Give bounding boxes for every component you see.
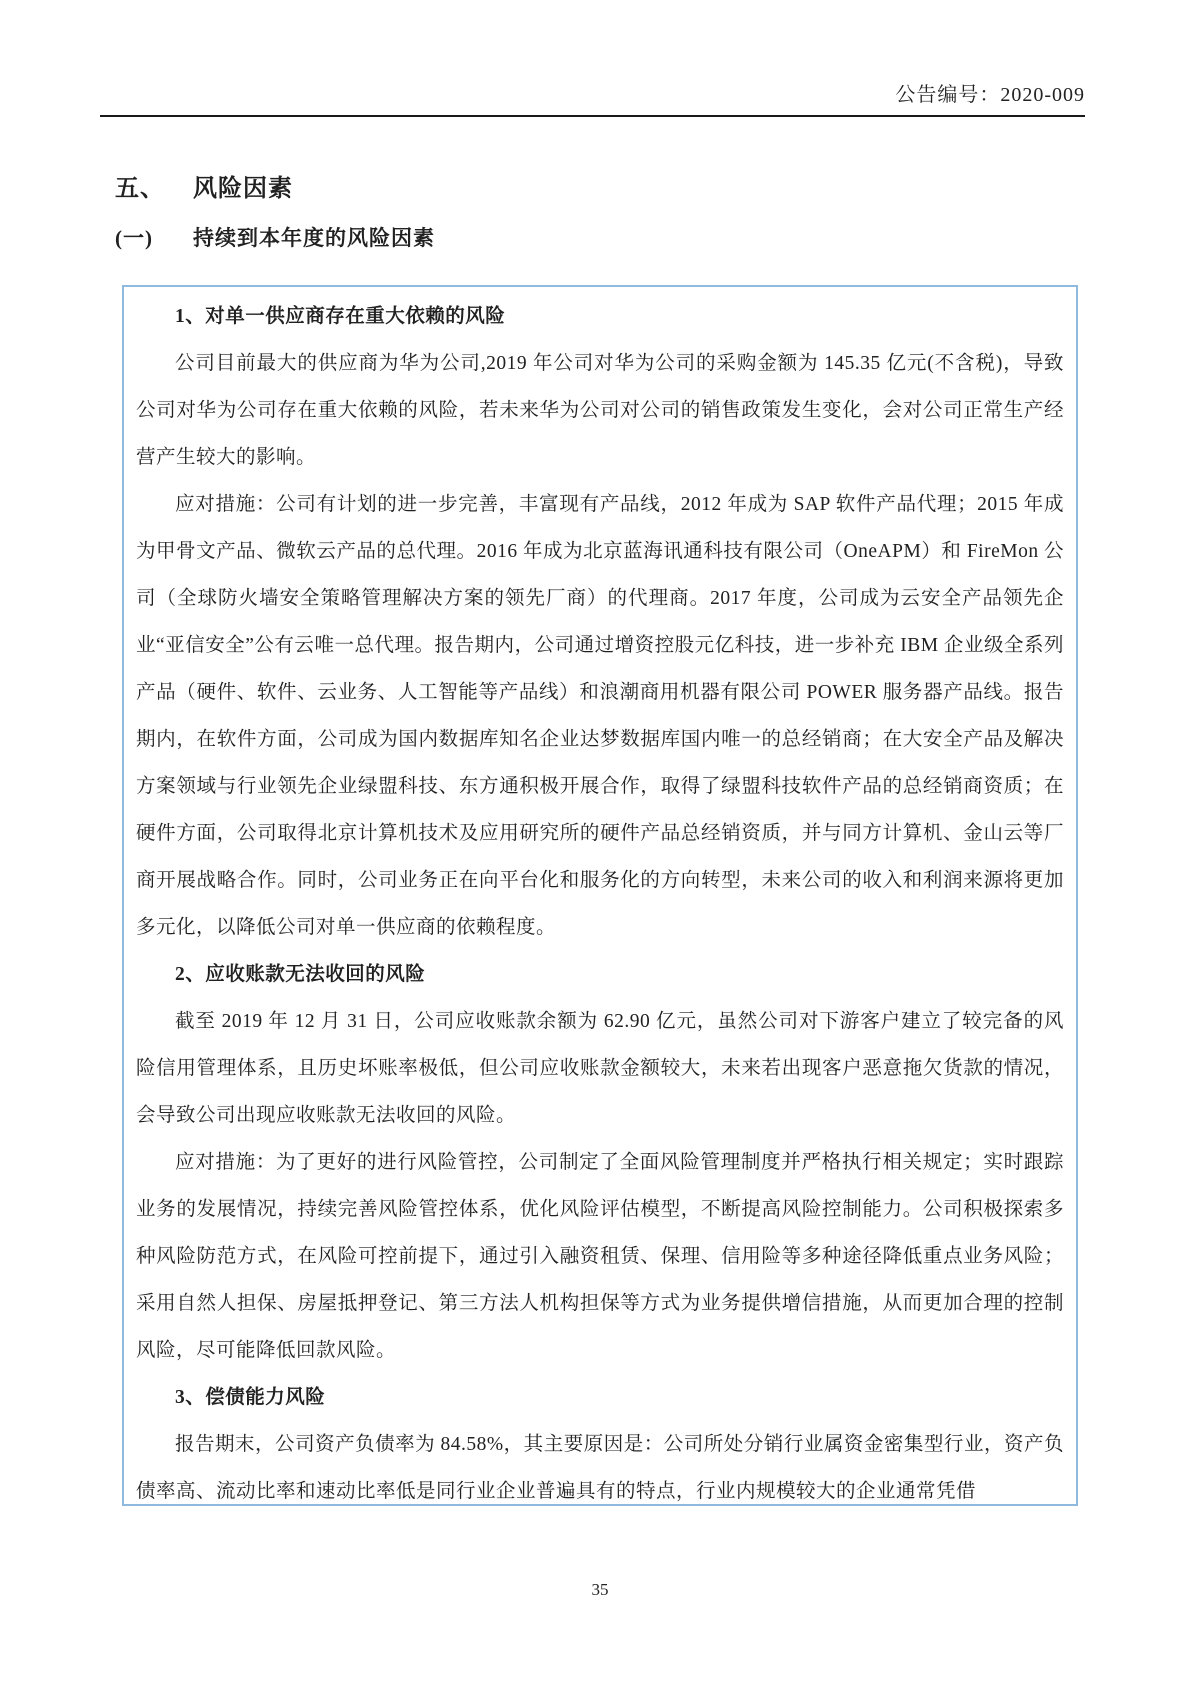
page-title-text: 风险因素 (193, 176, 293, 202)
doc-number: 公告编号：2020-009 (895, 84, 1085, 106)
section-paragraph: 截至 2019 年 12 月 31 日，公司应收账款余额为 62.90 亿元，虽然公司对下游客户建立了较完备的风险信用管理体系，且历史坏账率极低，但公司应收账款金额较大，未来若出现客户恶意拖欠货款的情况，会导致公司出现应收账款无法收回的风险。 (136, 1011, 1064, 1126)
section-paragraph: 公司目前最大的供应商为华为公司,2019 年公司对华为公司的采购金额为 145.35 亿元(不含税)，导致公司对华为公司存在重大依赖的风险，若未来华为公司对公司的销售政策发生变化，会对公司正常生产经营产生较大的影响。 (136, 353, 1064, 468)
section-paragraph: 应对措施：公司有计划的进一步完善，丰富现有产品线，2012 年成为 SAP 软件产品代理；2015 年成为甲骨文产品、微软云产品的总代理。2016 年成为北京蓝海讯通科技有限公司（OneAPM）和 FireMon 公司（全球防火墙安全策略管理解决方案的领先厂商）的代理商。2017 年度，公司成为云安全产品领先企业“亚信安全”公有云唯一总代理。报告期内，公司通过增资控股元亿科技，进一步补充 IBM 企业级全系列产品（硬件、软件、云业务、人工智能等产品线）和浪潮商用机器有限公司 POWER 服务器产品线。报告期内，在软件方面，公司成为国内数据库知名企业达梦数据库国内唯一的总经销商；在大安全产品及解决方案领域与行业领先企业绿盟科技、东方通积极开展合作，取得了绿盟科技软件产品的总经销商资质；在硬件方面，公司取得北京计算机技术及应用研究所的硬件产品总经销资质，并与同方计算机、金山云等厂商开展战略合作。同时，公司业务正在向平台化和服务化的方向转型，未来公司的收入和利润来源将更加多元化，以降低公司对单一供应商的依赖程度。 (136, 494, 1064, 938)
section-heading: 2、应收账款无法收回的风险 (175, 964, 426, 985)
risk-section-2 (136, 951, 1064, 1374)
section-paragraph: 应对措施：为了更好的进行风险管控，公司制定了全面风险管理制度并严格执行相关规定；实时跟踪业务的发展情况，持续完善风险管控体系，优化风险评估模型，不断提高风险控制能力。公司积极探索多种风险防范方式，在风险可控前提下，通过引入融资租赁、保理、信用险等多种途径降低重点业务风险；采用自然人担保、房屋抵押登记、第三方法人机构担保等方式为业务提供增信措施，从而更加合理的控制风险，尽可能降低回款风险。 (136, 1152, 1064, 1361)
risk-factors-box (122, 285, 1078, 1506)
page-number: 35 (591, 1580, 609, 1599)
section-paragraph: 报告期末，公司资产负债率为 84.58%，其主要原因是：公司所处分销行业属资金密集型行业，资产负债率高、流动比率和速动比率低是同行业企业普遍具有的特点，行业内规模较大的企业通常凭借 (136, 1434, 1064, 1502)
risk-section-1 (136, 293, 1064, 951)
page-subtitle-number: (一) (115, 226, 153, 250)
section-heading: 1、对单一供应商存在重大依赖的风险 (175, 306, 506, 327)
document-header (100, 78, 1085, 117)
page-subtitle-text: 持续到本年度的风险因素 (193, 226, 435, 250)
page-subtitle (115, 222, 435, 252)
section-heading: 3、偿债能力风险 (175, 1387, 326, 1408)
page-title (115, 168, 293, 203)
header-rule (100, 115, 1085, 117)
page-title-number: 五、 (115, 176, 165, 202)
risk-section-3 (136, 1374, 1064, 1506)
